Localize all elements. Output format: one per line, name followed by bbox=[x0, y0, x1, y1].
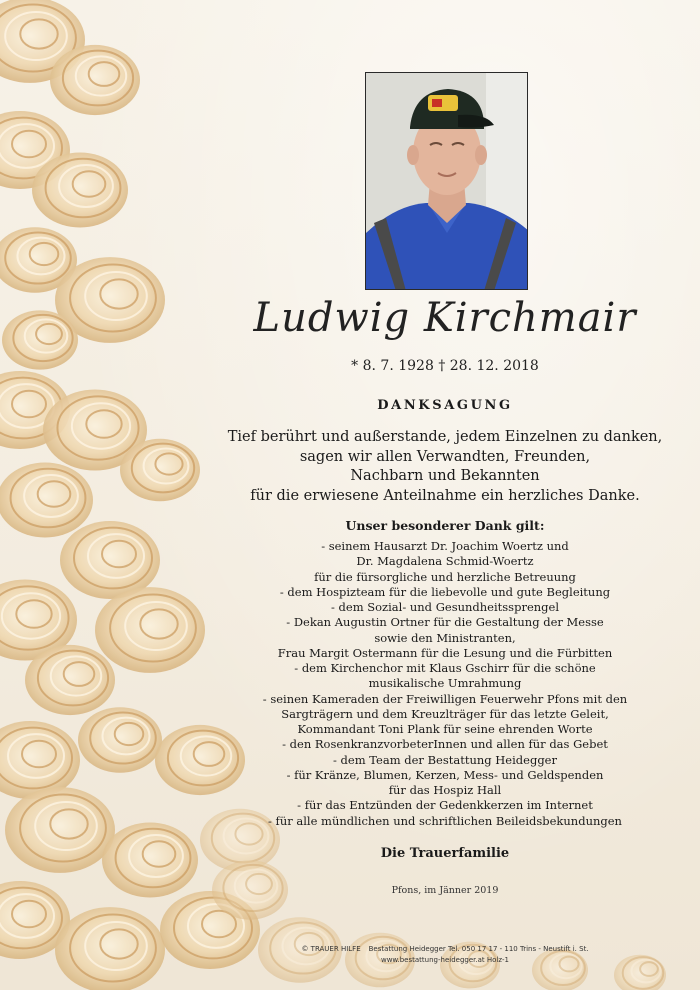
thanks-line: - für alle mündlichen und schriftlichen Beileidsbekundungen bbox=[268, 813, 622, 828]
footer-brand: © TRAUER HILFE bbox=[301, 945, 361, 953]
thanks-line: - dem Sozial- und Gesundheitssprengel bbox=[330, 600, 559, 614]
footer-website: www.bestattung-heidegger.at Holz-1 bbox=[380, 956, 510, 964]
place-date: Pfons, im Jänner 2019 bbox=[391, 885, 499, 896]
wood-curl bbox=[55, 907, 165, 990]
footer-line-1 bbox=[200, 944, 690, 955]
intro-line: Tief berührt und außerstande, jedem Einzelnen zu danken, bbox=[227, 429, 663, 445]
portrait-photo bbox=[365, 72, 528, 290]
wood-curl bbox=[120, 439, 200, 501]
intro-line: für die erwiesene Anteilnahme ein herzliches Danke. bbox=[250, 487, 640, 504]
deceased-name: Ludwig Kirchmair bbox=[253, 295, 637, 341]
thanks-line: Kommandant Toni Plank für seine ehrenden Worte bbox=[297, 722, 593, 736]
thanks-line: - dem Kirchenchor mit Klaus Gschirr für die schöne bbox=[294, 661, 596, 675]
thanks-line: sowie den Ministranten, bbox=[374, 630, 516, 645]
thanks-line: - für das Entzünden der Gedenkkerzen im Internet bbox=[297, 798, 593, 813]
wood-curl bbox=[0, 463, 93, 538]
wood-curl bbox=[25, 645, 115, 715]
wood-curl bbox=[78, 707, 162, 773]
intro-line: Nachbarn und Bekannten bbox=[350, 468, 540, 484]
wood-curl bbox=[50, 45, 140, 115]
intro-line: sagen wir allen Verwandten, Freunden, bbox=[299, 448, 591, 465]
thanks-line: musikalische Umrahmung bbox=[368, 676, 522, 691]
wood-curl bbox=[2, 310, 78, 369]
thanks-line: Frau Margit Ostermann für die Lesung und die Fürbitten bbox=[277, 645, 613, 660]
thanks-line: Sargträgern und dem Kreuzlträger für das letzte Geleit, bbox=[281, 706, 609, 721]
thanks-line: - seinem Hausarzt Dr. Joachim Woertz und bbox=[321, 539, 569, 553]
thanks-line: - den RosenkranzvorbeterInnen und allen für das Gebet bbox=[282, 737, 608, 752]
thanks-title: Unser besonderer Dank gilt: bbox=[345, 518, 545, 533]
signature: Die Trauerfamilie bbox=[380, 846, 510, 861]
thanks-line: für die fürsorgliche und herzliche Betreuung bbox=[314, 569, 576, 584]
thanks-list bbox=[200, 539, 690, 829]
thanks-line: - seinen Kameraden der Freiwilligen Feuerwehr Pfons mit den bbox=[262, 691, 628, 706]
wood-curl bbox=[0, 721, 80, 799]
notice-heading: DANKSAGUNG bbox=[377, 398, 513, 413]
wood-curl bbox=[5, 787, 115, 873]
thanks-line: - für Kränze, Blumen, Kerzen, Mess- und Geldspenden bbox=[286, 767, 604, 782]
thanks-line: Dr. Magdalena Schmid-Woertz bbox=[356, 554, 534, 569]
thanks-line: - dem Team der Bestattung Heidegger bbox=[332, 752, 557, 767]
wood-curl bbox=[32, 153, 128, 228]
thanks-line: für das Hospiz Hall bbox=[388, 783, 502, 797]
wood-curl bbox=[95, 587, 205, 673]
thanks-line: - Dekan Augustin Ortner für die Gestaltung der Messe bbox=[286, 615, 604, 630]
footer-company: Bestattung Heidegger Tel. 050 17 17 - 110 Trins - Neustift i. St. bbox=[368, 945, 589, 953]
wood-curl bbox=[102, 823, 198, 898]
footer bbox=[200, 944, 690, 966]
life-dates: * 8. 7. 1928 † 28. 12. 2018 bbox=[351, 358, 539, 374]
intro-text bbox=[200, 428, 690, 506]
thanks-line: - dem Hospizteam für die liebevolle und gute Begleitung bbox=[279, 584, 611, 599]
